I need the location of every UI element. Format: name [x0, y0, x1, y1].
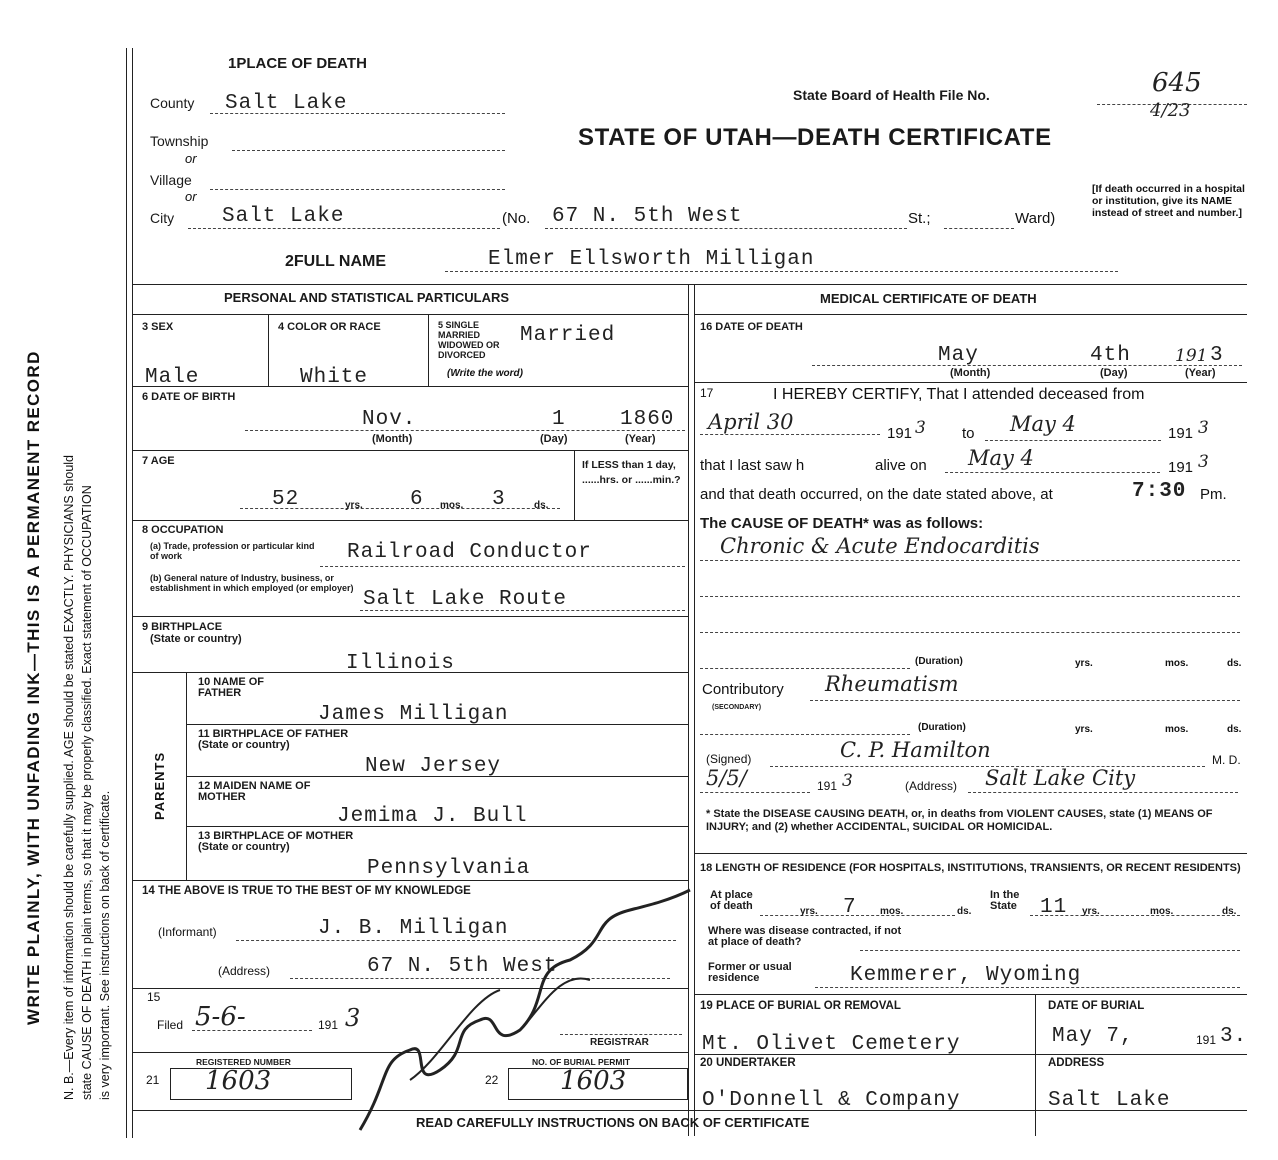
at-place-label: At place of death [710, 889, 753, 912]
death-year: 3 [1210, 344, 1224, 367]
burial-year-prefix: 191 [1196, 1033, 1217, 1047]
burial-place: Mt. Olivet Cemetery [702, 1033, 961, 1056]
burial-year: 3. [1220, 1025, 1248, 1048]
registrar-label: REGISTRAR [590, 1037, 649, 1048]
death-month-caption: (Month) [950, 367, 991, 379]
age-yrs-unit: yrs. [345, 500, 363, 511]
full-name: Elmer Ellsworth Milligan [488, 248, 815, 271]
burial-permit-number: 1603 [560, 1066, 627, 1096]
marital-note: (Write the word) [447, 368, 523, 379]
age-label: 7 AGE [142, 455, 175, 467]
state-mos-unit: mos. [1150, 906, 1174, 917]
death-day-caption: (Day) [1100, 367, 1128, 379]
residence-label: 18 LENGTH OF RESIDENCE (FOR HOSPITALS, INSTITUTIONS, TRANSIENTS, OR RECENT RESIDENTS) [700, 862, 1241, 874]
township-label: Township [150, 133, 209, 149]
attended-to-year: 3 [1198, 418, 1209, 438]
state-ds-unit: ds. [1222, 906, 1237, 917]
personal-heading: PERSONAL AND STATISTICAL PARTICULARS [224, 290, 510, 305]
left-border [126, 48, 127, 1138]
last-saw-label-2: alive on [875, 457, 927, 474]
death-year-prefix: 191 [1175, 346, 1208, 366]
place-of-death-label: 1PLACE OF DEATH [228, 55, 367, 72]
father-name: James Milligan [318, 703, 509, 726]
sex-value: Male [145, 366, 200, 389]
duration-ds-2: ds. [1227, 724, 1242, 735]
mother-name: Jemima J. Bull [337, 805, 528, 828]
or-2: or [185, 189, 197, 204]
signed-year-prefix: 191 [817, 779, 838, 793]
ward-label: Ward) [1015, 210, 1056, 227]
last-saw-date: May 4 [968, 446, 1034, 470]
age-years: 52 [272, 488, 300, 511]
true-statement: 14 THE ABOVE IS TRUE TO THE BEST OF MY KNOWLEDGE [142, 885, 471, 897]
city-value: Salt Lake [222, 205, 345, 228]
attended-from-year-prefix: 191 [887, 425, 913, 442]
filed-year: 3 [345, 1004, 361, 1032]
dob-month-caption: (Month) [372, 433, 413, 445]
occupation-label: 8 OCCUPATION [142, 524, 224, 536]
full-name-label: 2FULL NAME [285, 253, 387, 270]
duration-ds-1: ds. [1227, 658, 1242, 669]
undertaker-address-label: ADDRESS [1048, 1057, 1105, 1069]
registered-number-label: REGISTERED NUMBER [196, 1057, 291, 1067]
undertaker-label: 20 UNDERTAKER [700, 1057, 796, 1069]
to-label: to [962, 425, 975, 442]
dob-year: 1860 [620, 408, 675, 431]
duration-label-2: (Duration) [918, 722, 966, 733]
death-time: 7:30 [1132, 480, 1187, 503]
contributory-cause: Rheumatism [825, 672, 959, 696]
occupation-b-label: (b) General nature of Industry, business, or establishment in which employed (or employer) [150, 573, 354, 593]
mother-birthplace-label: 13 BIRTHPLACE OF MOTHER (State or country) [198, 830, 354, 853]
birthplace-sublabel: (State or country) [150, 633, 242, 645]
color-value: White [300, 366, 369, 389]
undertaker: O'Donnell & Company [702, 1089, 961, 1112]
signed-label: (Signed) [706, 752, 752, 766]
burial-permit-index: 22 [485, 1073, 499, 1087]
contributory-label: Contributory [702, 681, 784, 698]
former-residence: Kemmerer, Wyoming [850, 964, 1082, 987]
left-border-inner [132, 48, 133, 1138]
attended-from-year: 3 [915, 418, 926, 438]
age-mos-unit: mos. [440, 500, 464, 511]
death-time-suffix: Pm. [1200, 486, 1227, 503]
duration-label-1: (Duration) [915, 656, 963, 667]
birthplace-value: Illinois [346, 652, 455, 675]
death-month: May [938, 344, 979, 367]
cause-of-death: Chronic & Acute Endocarditis [720, 534, 1040, 558]
physician-signature: C. P. Hamilton [840, 738, 991, 762]
employer-value: Salt Lake Route [363, 588, 568, 611]
street-address: 67 N. 5th West [552, 205, 743, 228]
death-occurred-label: and that death occurred, on the date stated above, at [700, 486, 1053, 503]
in-state-label: In the State [990, 889, 1020, 912]
father-name-label: 10 NAME OF FATHER [198, 676, 265, 699]
marital-label: 5 SINGLE MARRIED WIDOWED OR DIVORCED [438, 320, 500, 360]
death-year-caption: (Year) [1185, 367, 1216, 379]
cause-footnote: * State the DISEASE CAUSING DEATH, or, in deaths from VIOLENT CAUSES, state (1) MEANS OF INJURY; and (2) whether ACCIDENTAL, SUICIDAL OR HOMICIDAL. [706, 808, 1213, 833]
file-no-secondary: 4/23 [1150, 100, 1191, 121]
cause-label: The CAUSE OF DEATH* was as follows: [700, 515, 984, 532]
undertaker-address: Salt Lake [1048, 1089, 1171, 1112]
father-birthplace: New Jersey [365, 755, 502, 778]
attended-to: May 4 [1010, 412, 1076, 436]
age-ds-unit: ds. [534, 500, 549, 511]
color-label: 4 COLOR OR RACE [278, 321, 381, 333]
md-label: M. D. [1212, 753, 1241, 767]
mother-name-label: 12 MAIDEN NAME OF MOTHER [198, 780, 311, 803]
signed-date: 5/5/ [706, 766, 747, 790]
marital-value: Married [520, 324, 616, 347]
birthplace-label: 9 BIRTHPLACE [142, 621, 223, 633]
last-saw-label: that I last saw h [700, 457, 805, 474]
filed-year-prefix: 191 [318, 1018, 339, 1032]
former-residence-label: Former or usual residence [708, 961, 792, 984]
age-months: 6 [410, 488, 424, 511]
physician-address-label: (Address) [905, 779, 958, 793]
informant-address: 67 N. 5th West [367, 955, 558, 978]
parents-label: PARENTS [152, 751, 167, 820]
file-no: 645 [1152, 68, 1202, 98]
or-1: or [185, 151, 197, 166]
state-years: 11 [1040, 896, 1068, 919]
occupation-value: Railroad Conductor [347, 541, 592, 564]
duration-mos-1: mos. [1165, 658, 1189, 669]
county-value: Salt Lake [225, 92, 348, 115]
burial-permit-label: NO. OF BURIAL PERMIT [532, 1057, 631, 1067]
county-label: County [150, 95, 195, 111]
occupation-a-label: (a) Trade, profession or particular kind of work [150, 541, 315, 561]
death-day: 4th [1090, 344, 1131, 367]
res-ds-unit: ds. [957, 906, 972, 917]
attended-to-year-prefix: 191 [1168, 425, 1194, 442]
filed-number: 15 [147, 990, 161, 1004]
dob-day: 1 [552, 408, 566, 431]
father-birthplace-label: 11 BIRTHPLACE OF FATHER (State or country) [198, 728, 349, 751]
nb-instruction-3: is very important. See instructions on back of certificate. [98, 790, 112, 1100]
date-of-death-label: 16 DATE OF DEATH [700, 321, 803, 333]
registrar-signature [350, 880, 710, 1140]
res-mos-unit: mos. [880, 906, 904, 917]
state-yrs-unit: yrs. [1082, 906, 1100, 917]
physician-address: Salt Lake City [985, 766, 1136, 790]
informant-address-label: (Address) [218, 964, 271, 978]
age-days: 3 [492, 488, 506, 511]
mother-birthplace: Pennsylvania [367, 857, 531, 880]
filed-label: Filed [157, 1018, 184, 1032]
certificate-title: STATE OF UTAH—DEATH CERTIFICATE [578, 124, 1052, 151]
last-saw-year: 3 [1198, 452, 1209, 472]
where-contracted-label: Where was disease contracted, if not at place of death? [708, 925, 902, 948]
burial-date-label: DATE OF BURIAL [1048, 1000, 1145, 1012]
registered-number: 1603 [205, 1066, 272, 1096]
certify-statement: I HEREBY CERTIFY, That I attended deceased from [773, 386, 1145, 403]
duration-yrs-1: yrs. [1075, 658, 1093, 669]
informant-label: (Informant) [158, 925, 217, 939]
attended-from: April 30 [708, 410, 794, 434]
dob-year-caption: (Year) [625, 433, 656, 445]
village-label: Village [150, 172, 192, 188]
permanent-record-note: WRITE PLAINLY, WITH UNFADING INK—THIS IS A PERMANENT RECORD [24, 350, 43, 1025]
burial-date: May 7, [1052, 1025, 1134, 1048]
sex-label: 3 SEX [142, 321, 174, 333]
burial-place-label: 19 PLACE OF BURIAL OR REMOVAL [700, 1000, 901, 1012]
dob-label: 6 DATE OF BIRTH [142, 391, 236, 403]
file-no-label: State Board of Health File No. [793, 87, 990, 103]
city-label: City [150, 210, 175, 226]
duration-yrs-2: yrs. [1075, 724, 1093, 735]
dob-day-caption: (Day) [540, 433, 568, 445]
secondary-label: (SECONDARY) [712, 704, 762, 711]
certify-number: 17 [700, 386, 714, 400]
medical-heading: MEDICAL CERTIFICATE OF DEATH [820, 291, 1037, 306]
filed-date: 5-6- [195, 1002, 246, 1032]
st-label: St.; [908, 210, 931, 227]
res-yrs-unit: yrs. [800, 906, 818, 917]
nb-instruction-2: state CAUSE OF DEATH in plain terms, so that it may be properly classified. Exact statement of OCCUPATION [80, 485, 94, 1100]
duration-mos-2: mos. [1165, 724, 1189, 735]
no-label: (No. [502, 210, 531, 227]
registered-number-index: 21 [146, 1073, 160, 1087]
hospital-note: [If death occurred in a hospital or institution, give its NAME instead of street and number.] [1092, 183, 1245, 219]
signed-year: 3 [842, 771, 853, 791]
nb-instruction-1: N. B.—Every item of information should be carefully supplied. AGE should be stated EXACTLY. PHYSICIANS should [62, 455, 76, 1100]
less-than-day: If LESS than 1 day, ......hrs. or ......min.? [582, 459, 681, 486]
footer-instructions: READ CAREFULLY INSTRUCTIONS ON BACK OF CERTIFICATE [416, 1115, 810, 1130]
informant-value: J. B. Milligan [318, 917, 509, 940]
residence-years: 7 [843, 896, 857, 919]
last-saw-year-prefix: 191 [1168, 459, 1194, 476]
dob-month: Nov. [362, 408, 417, 431]
